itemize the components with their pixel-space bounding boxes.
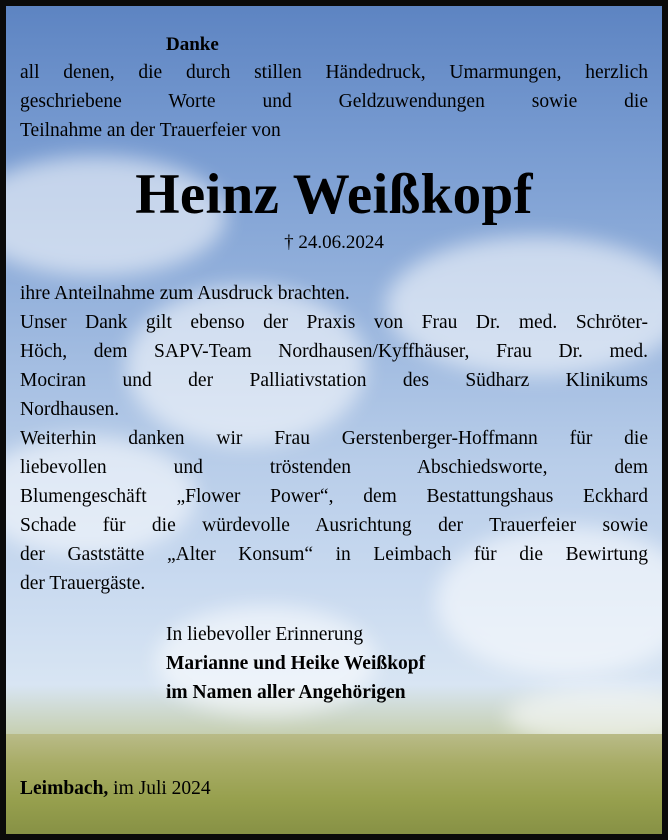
thanks-paragraph <box>20 279 648 598</box>
body-line: Mociran und der Palliativstation des Südharz Klinikums <box>20 370 648 391</box>
obituary-text <box>20 32 648 707</box>
deceased-name: Heinz Weißkopf <box>135 163 533 226</box>
body-line: Unser Dank gilt ebenso der Praxis von Frau Dr. med. Schröter- <box>20 312 648 333</box>
place-city: Leimbach, <box>20 778 109 799</box>
signature-names: Marianne und Heike Weißkopf <box>166 653 426 674</box>
intro-paragraph <box>20 58 648 145</box>
signature-family: im Namen aller Angehörigen <box>166 682 406 703</box>
place-month: im Juli 2024 <box>113 778 211 799</box>
body-line: der Gaststätte „Alter Konsum“ in Leimbach für die Bewirtung <box>20 544 648 565</box>
signature-intro: In liebevoller Erinnerung <box>166 624 364 645</box>
body-line: Blumengeschäft „Flower Power“, dem Bestattungshaus Eckhard <box>20 486 648 507</box>
intro-line: all denen, die durch stillen Händedruck, Umarmungen, herzlich <box>20 62 648 83</box>
place-date <box>20 778 211 800</box>
death-date: † 24.06.2024 <box>284 232 384 253</box>
intro-line: geschriebene Worte und Geldzuwendungen sowie die <box>20 91 648 112</box>
intro-line: Teilnahme an der Trauerfeier von <box>20 120 281 141</box>
body-line: Nordhausen. <box>20 399 120 420</box>
body-line: Schade für die würdevolle Ausrichtung der Trauerfeier sowie <box>20 515 648 536</box>
body-line: ihre Anteilnahme zum Ausdruck brachten. <box>20 283 350 304</box>
signature-block <box>20 620 648 707</box>
body-line: der Trauergäste. <box>20 573 146 594</box>
body-line: liebevollen und tröstenden Abschiedsworte, dem <box>20 457 648 478</box>
thanks-heading: Danke <box>166 34 219 55</box>
body-line: Weiterhin danken wir Frau Gerstenberger-Hoffmann für die <box>20 428 648 449</box>
body-line: Höch, dem SAPV-Team Nordhausen/Kyffhäuser, Frau Dr. med. <box>20 341 648 362</box>
